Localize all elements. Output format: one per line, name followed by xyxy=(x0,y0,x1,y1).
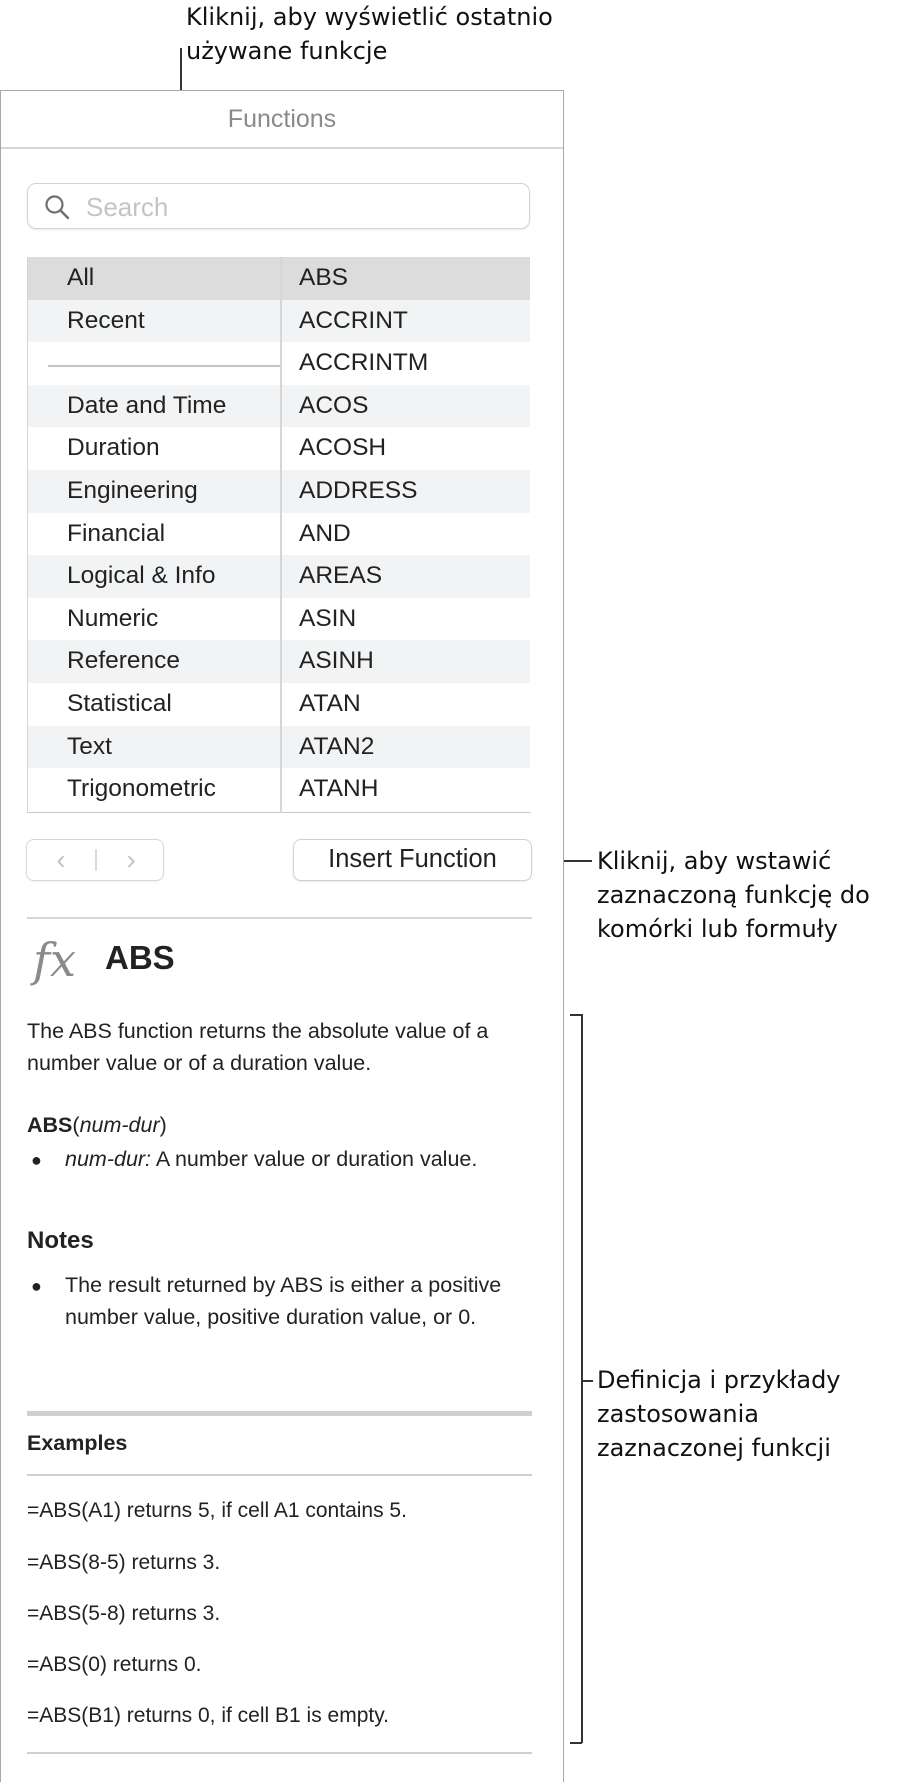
category-item[interactable]: Duration xyxy=(67,434,160,462)
browser-row xyxy=(28,300,530,343)
back-button[interactable]: ‹ xyxy=(56,844,66,875)
function-item[interactable]: ACCRINTM xyxy=(299,349,429,377)
browser-row xyxy=(28,342,530,385)
browser-row xyxy=(28,470,530,513)
syntax-arg: num-dur xyxy=(79,1113,160,1137)
examples-divider xyxy=(27,1474,532,1476)
function-item[interactable]: ATANH xyxy=(299,775,379,803)
function-item[interactable]: AND xyxy=(299,519,351,547)
callout-definition-line-2: zastosowania xyxy=(597,1400,760,1428)
function-item[interactable]: AREAS xyxy=(299,562,383,590)
browser-row xyxy=(28,513,530,556)
browser-row xyxy=(28,598,530,641)
forward-button[interactable]: › xyxy=(126,844,136,875)
category-item[interactable]: Numeric xyxy=(67,604,159,632)
example-item: =ABS(B1) returns 0, if cell B1 is empty. xyxy=(27,1704,389,1727)
browser-row xyxy=(28,640,530,683)
search-field[interactable] xyxy=(27,183,530,229)
category-item[interactable]: All xyxy=(67,264,95,291)
function-item[interactable]: ATAN2 xyxy=(299,732,375,760)
column-divider xyxy=(280,257,282,813)
function-summary: The ABS function returns the absolute value of a number value or of a duration value. xyxy=(27,1019,489,1075)
search-icon xyxy=(44,194,70,220)
category-item[interactable]: Engineering xyxy=(67,477,198,504)
category-item[interactable]: Reference xyxy=(67,647,181,675)
callout-insert-line-2: zaznaczoną funkcję do xyxy=(597,881,870,909)
argument-description xyxy=(65,1143,515,1175)
function-icon: fx xyxy=(33,933,76,987)
title-divider xyxy=(1,147,563,149)
examples-heading: Examples xyxy=(27,1431,128,1455)
callout-insert xyxy=(597,844,870,946)
browser-row xyxy=(28,726,530,769)
function-item[interactable]: ACOS xyxy=(299,391,369,419)
category-item[interactable]: Financial xyxy=(67,519,166,547)
browser-row xyxy=(28,257,530,300)
bullet-icon: ● xyxy=(31,1276,42,1296)
function-item[interactable]: ATAN xyxy=(299,690,361,717)
callout-recent-line-1: Kliknij, aby wyświetlić ostatnio xyxy=(186,3,553,31)
callout-insert-line-1: Kliknij, aby wstawić xyxy=(597,847,832,875)
description-divider xyxy=(27,917,532,919)
category-item[interactable]: Logical & Info xyxy=(67,562,216,590)
callout-recent xyxy=(186,0,553,68)
function-item[interactable]: ADDRESS xyxy=(299,477,418,504)
category-divider xyxy=(48,365,281,367)
bullet-icon: ● xyxy=(31,1150,42,1170)
argument-name: num-dur: xyxy=(65,1147,152,1171)
syntax-close: ) xyxy=(159,1113,167,1137)
callout-recent-line-2: używane funkcje xyxy=(186,37,388,65)
example-item: =ABS(0) returns 0. xyxy=(27,1653,202,1676)
callout-definition-bracket-side xyxy=(581,1014,583,1743)
function-item[interactable]: ABS xyxy=(299,264,349,291)
argument-text: A number value or duration value. xyxy=(151,1147,478,1171)
callout-definition-line-1: Definicja i przykłady xyxy=(597,1366,841,1394)
callout-insert-line-3: komórki lub formuły xyxy=(597,915,838,943)
syntax-name: ABS xyxy=(27,1113,73,1137)
callout-definition-leader xyxy=(581,1380,593,1382)
function-item[interactable]: ASINH xyxy=(299,647,374,675)
browser-row xyxy=(28,768,530,811)
example-item: =ABS(8-5) returns 3. xyxy=(27,1551,221,1574)
category-item[interactable]: Recent xyxy=(67,306,145,334)
function-item[interactable]: ASIN xyxy=(299,604,357,632)
examples-divider-top xyxy=(27,1411,532,1416)
category-item[interactable]: Text xyxy=(67,732,112,760)
function-name: ABS xyxy=(105,939,175,976)
callout-definition xyxy=(597,1363,841,1465)
callout-definition-line-3: zaznaczonej funkcji xyxy=(597,1434,831,1462)
search-input[interactable] xyxy=(84,188,508,226)
browser-row xyxy=(28,385,530,428)
function-item[interactable]: ACCRINT xyxy=(299,306,408,334)
functions-panel xyxy=(0,90,564,1782)
history-nav xyxy=(26,839,164,881)
category-item[interactable]: Statistical xyxy=(67,690,172,717)
example-item: =ABS(A1) returns 5, if cell A1 contains 5. xyxy=(27,1499,407,1522)
browser-row xyxy=(28,555,530,598)
browser-row xyxy=(28,683,530,726)
syntax-open: ( xyxy=(72,1113,80,1137)
category-item[interactable]: Trigonometric xyxy=(67,775,216,803)
panel-title: Functions xyxy=(227,105,337,133)
function-syntax xyxy=(27,1109,532,1141)
browser-row xyxy=(28,427,530,470)
category-item[interactable]: Date and Time xyxy=(67,391,227,419)
function-browser xyxy=(27,257,531,813)
function-item[interactable]: ACOSH xyxy=(299,434,387,462)
bottom-divider xyxy=(27,1752,532,1754)
insert-function-button[interactable]: Insert Function xyxy=(293,839,532,881)
note-text: The result returned by ABS is either a positive number value, positive duration value, or 0. xyxy=(65,1273,502,1329)
example-item: =ABS(5-8) returns 3. xyxy=(27,1602,221,1625)
callout-definition-bracket-bottom xyxy=(570,1742,582,1744)
notes-heading: Notes xyxy=(27,1227,94,1254)
